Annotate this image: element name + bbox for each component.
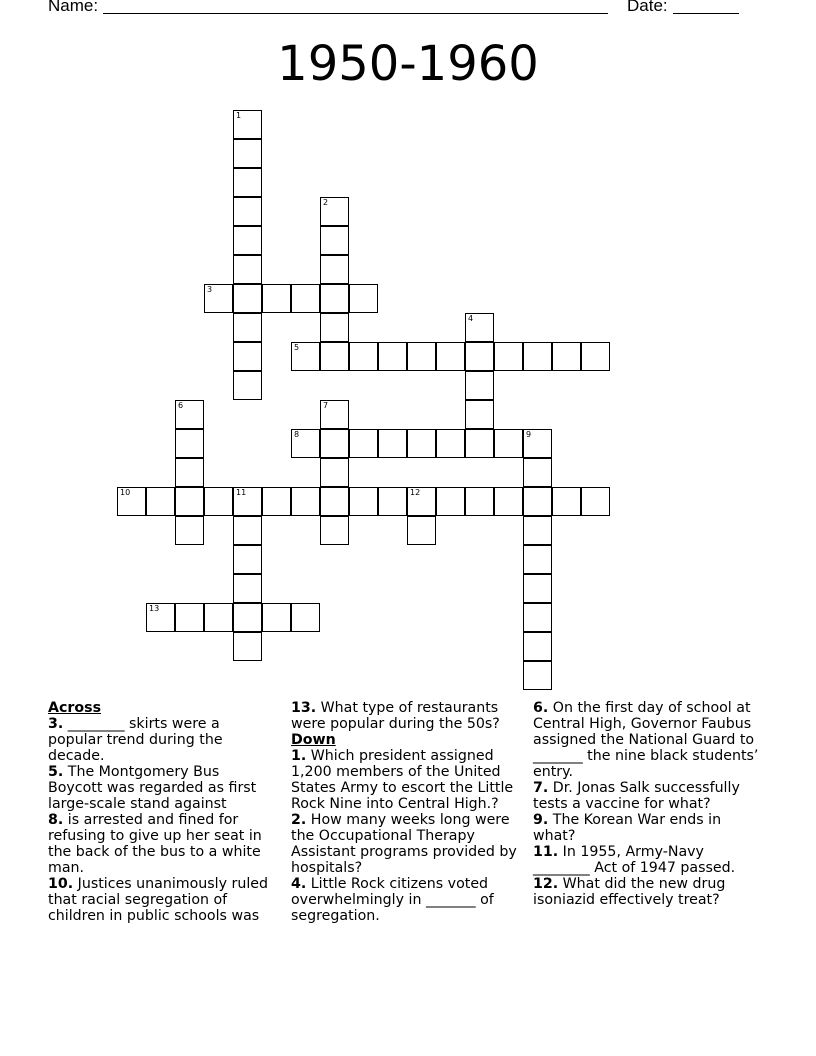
grid-cell[interactable] xyxy=(494,429,523,458)
clue-text: The Montgomery Bus Boycott was regarded as first large-scale stand against xyxy=(48,764,257,812)
grid-cell[interactable] xyxy=(320,197,349,226)
grid-cell[interactable] xyxy=(233,284,262,313)
clue-text: Justices unanimously ruled that racial segregation of children in public schools was xyxy=(48,876,269,924)
grid-cell[interactable] xyxy=(523,342,552,371)
clue-number: 11. xyxy=(533,844,559,860)
cell-number: 7 xyxy=(323,401,329,410)
cell-number: 4 xyxy=(468,314,474,323)
grid-cell[interactable] xyxy=(233,313,262,342)
grid-cell[interactable] xyxy=(233,632,262,661)
clue-text: Little Rock citizens voted overwhelmingly in _______ of segregation. xyxy=(291,876,494,924)
grid-cell[interactable] xyxy=(320,487,349,516)
clue-down-7 xyxy=(533,780,763,812)
grid-cell[interactable] xyxy=(407,516,436,545)
clue-number: 6. xyxy=(533,700,549,716)
grid-cell[interactable] xyxy=(523,458,552,487)
clue-across-10 xyxy=(48,876,276,924)
grid-cell[interactable] xyxy=(146,487,175,516)
puzzle-title: 1950-1960 xyxy=(277,36,539,92)
clue-across-13 xyxy=(291,700,523,732)
grid-cell[interactable] xyxy=(175,429,204,458)
cell-number: 12 xyxy=(410,488,421,497)
grid-cell[interactable] xyxy=(204,603,233,632)
clue-text: ________ skirts were a popular trend during the decade. xyxy=(48,716,223,764)
grid-cell[interactable] xyxy=(378,487,407,516)
grid-cell[interactable] xyxy=(233,371,262,400)
grid-cell[interactable] xyxy=(262,487,291,516)
grid-cell[interactable] xyxy=(349,284,378,313)
clue-down-11 xyxy=(533,844,763,876)
grid-cell[interactable] xyxy=(465,487,494,516)
grid-cell[interactable] xyxy=(494,342,523,371)
clue-text: On the first day of school at Central High, Governor Faubus assigned the National Guard to _______ the nine black students’ entry. xyxy=(533,700,759,780)
cell-number: 11 xyxy=(236,488,247,497)
grid-cell[interactable] xyxy=(320,400,349,429)
clue-down-9 xyxy=(533,812,763,844)
grid-cell[interactable] xyxy=(552,487,581,516)
grid-cell[interactable] xyxy=(349,487,378,516)
grid-cell[interactable] xyxy=(320,313,349,342)
grid-cell[interactable] xyxy=(291,487,320,516)
grid-cell[interactable] xyxy=(465,371,494,400)
grid-cell[interactable] xyxy=(407,487,436,516)
grid-cell[interactable] xyxy=(378,429,407,458)
grid-cell[interactable] xyxy=(465,342,494,371)
grid-cell[interactable] xyxy=(436,342,465,371)
clue-text: How many weeks long were the Occupational Therapy Assistant programs provided by hospitals? xyxy=(291,812,517,876)
grid-cell[interactable] xyxy=(436,429,465,458)
grid-cell[interactable] xyxy=(523,516,552,545)
clue-number: 1. xyxy=(291,748,307,764)
grid-cell[interactable] xyxy=(378,342,407,371)
clue-across-8 xyxy=(48,812,276,876)
grid-cell[interactable] xyxy=(320,458,349,487)
grid-cell[interactable] xyxy=(523,487,552,516)
cell-number: 3 xyxy=(207,285,213,294)
clue-text: Which president assigned 1,200 members of the United States Army to escort the Little Rock Nine into Central High.? xyxy=(291,748,514,812)
clue-text: What did the new drug isoniazid effectively treat? xyxy=(533,876,726,908)
grid-cell[interactable] xyxy=(233,197,262,226)
clue-across-5 xyxy=(48,764,276,812)
clue-text: What type of restaurants were popular during the 50s? xyxy=(291,700,500,732)
grid-cell[interactable] xyxy=(262,284,291,313)
grid-cell[interactable] xyxy=(175,516,204,545)
down-header: Down xyxy=(291,732,336,748)
grid-cell[interactable] xyxy=(465,400,494,429)
clue-number: 7. xyxy=(533,780,549,796)
clue-number: 12. xyxy=(533,876,559,892)
grid-cell[interactable] xyxy=(175,458,204,487)
clue-number: 3. xyxy=(48,716,64,732)
name-label: Name: xyxy=(48,0,99,15)
grid-cell[interactable] xyxy=(523,632,552,661)
clue-down-6 xyxy=(533,700,763,780)
clue-down-1 xyxy=(291,748,523,812)
grid-cell[interactable] xyxy=(320,284,349,313)
grid-cell[interactable] xyxy=(204,284,233,313)
grid-cell[interactable] xyxy=(523,661,552,690)
grid-cell[interactable] xyxy=(523,574,552,603)
clue-number: 5. xyxy=(48,764,64,780)
cell-number: 10 xyxy=(120,488,131,497)
grid-cell[interactable] xyxy=(233,487,262,516)
clue-number: 8. xyxy=(48,812,64,828)
grid-cell[interactable] xyxy=(291,429,320,458)
clue-number: 10. xyxy=(48,876,74,892)
grid-cell[interactable] xyxy=(146,603,175,632)
grid-cell[interactable] xyxy=(175,487,204,516)
grid-cell[interactable] xyxy=(233,110,262,139)
clue-column-2 xyxy=(291,700,523,924)
grid-cell[interactable] xyxy=(523,603,552,632)
grid-cell[interactable] xyxy=(233,255,262,284)
clue-text: is arrested and fined for refusing to give up her seat in the back of the bus to a white man. xyxy=(48,812,262,876)
cell-number: 6 xyxy=(178,401,184,410)
grid-cell[interactable] xyxy=(233,545,262,574)
cell-number: 13 xyxy=(149,604,160,613)
grid-cell[interactable] xyxy=(581,342,610,371)
grid-cell[interactable] xyxy=(233,516,262,545)
clue-across-3 xyxy=(48,716,276,764)
grid-cell[interactable] xyxy=(204,487,233,516)
grid-cell[interactable] xyxy=(465,313,494,342)
cell-number: 2 xyxy=(323,198,329,207)
grid-cell[interactable] xyxy=(175,400,204,429)
clue-number: 2. xyxy=(291,812,307,828)
grid-cell[interactable] xyxy=(552,342,581,371)
clue-down-4 xyxy=(291,876,523,924)
grid-cell[interactable] xyxy=(262,603,291,632)
grid-cell[interactable] xyxy=(233,226,262,255)
across-header: Across xyxy=(48,700,102,716)
grid-cell[interactable] xyxy=(320,429,349,458)
clue-column-3 xyxy=(533,700,763,908)
grid-cell[interactable] xyxy=(581,487,610,516)
clue-down-2 xyxy=(291,812,523,876)
grid-cell[interactable] xyxy=(465,429,494,458)
clue-down-12 xyxy=(533,876,763,908)
clue-number: 9. xyxy=(533,812,549,828)
cell-number: 8 xyxy=(294,430,300,439)
date-label: Date: xyxy=(627,0,668,15)
grid-cell[interactable] xyxy=(291,284,320,313)
grid-cell[interactable] xyxy=(291,603,320,632)
grid-cell[interactable] xyxy=(233,603,262,632)
grid-cell[interactable] xyxy=(494,487,523,516)
grid-cell[interactable] xyxy=(117,487,146,516)
grid-cell[interactable] xyxy=(233,168,262,197)
cell-number: 5 xyxy=(294,343,300,352)
grid-cell[interactable] xyxy=(320,255,349,284)
grid-cell[interactable] xyxy=(407,342,436,371)
grid-cell[interactable] xyxy=(320,226,349,255)
clue-number: 4. xyxy=(291,876,307,892)
grid-cell[interactable] xyxy=(436,487,465,516)
grid-cell[interactable] xyxy=(523,429,552,458)
clue-number: 13. xyxy=(291,700,317,716)
grid-cell[interactable] xyxy=(320,516,349,545)
clue-text: Dr. Jonas Salk successfully tests a vaccine for what? xyxy=(533,780,740,812)
clue-text: In 1955, Army-Navy ________ Act of 1947 passed. xyxy=(533,844,736,876)
grid-cell[interactable] xyxy=(175,603,204,632)
clue-text: The Korean War ends in what? xyxy=(533,812,722,844)
grid-cell[interactable] xyxy=(523,545,552,574)
cell-number: 9 xyxy=(526,430,532,439)
grid-cell[interactable] xyxy=(233,342,262,371)
grid-cell[interactable] xyxy=(349,342,378,371)
grid-cell[interactable] xyxy=(320,342,349,371)
grid-cell[interactable] xyxy=(233,139,262,168)
clue-column-1 xyxy=(48,700,276,924)
grid-cell[interactable] xyxy=(233,574,262,603)
cell-number: 1 xyxy=(236,111,242,120)
grid-cell[interactable] xyxy=(349,429,378,458)
grid-cell[interactable] xyxy=(291,342,320,371)
grid-cell[interactable] xyxy=(407,429,436,458)
